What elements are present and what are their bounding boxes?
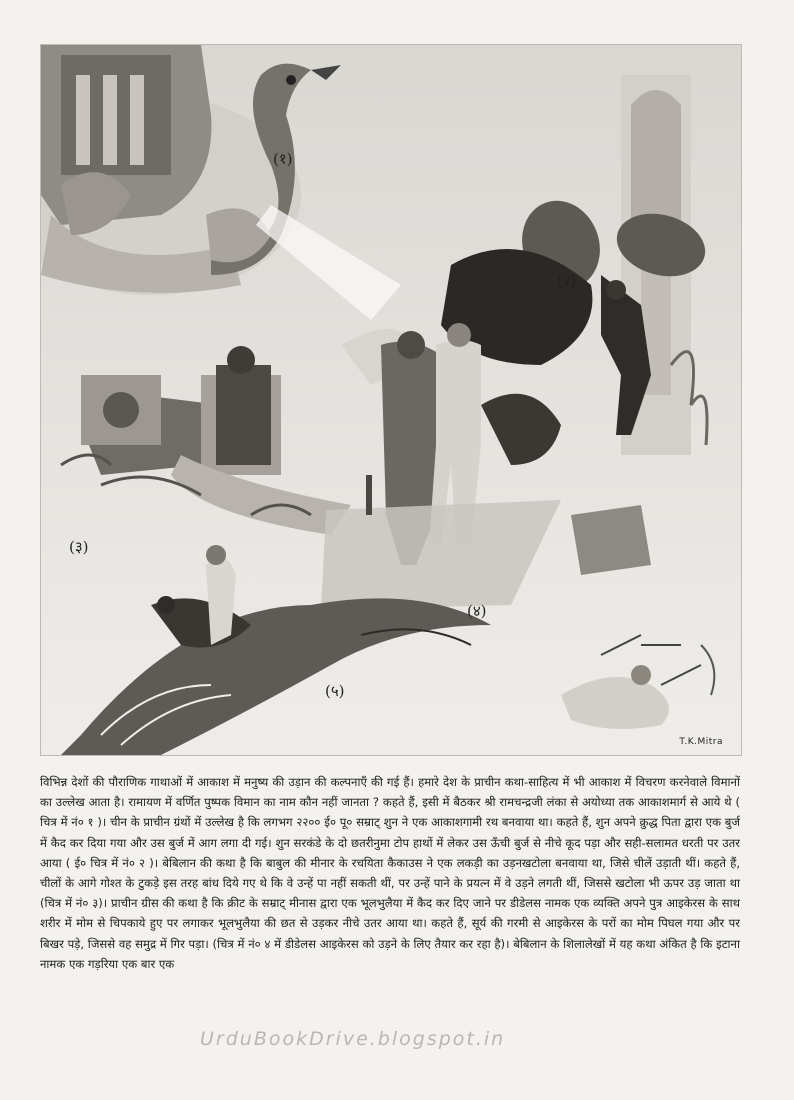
mythic-flight-illustration bbox=[40, 44, 742, 756]
figure-label-4: (४) bbox=[467, 602, 487, 620]
article-body bbox=[40, 772, 740, 974]
illustration-drawing bbox=[41, 45, 741, 755]
figure-label-1: (१) bbox=[273, 150, 293, 168]
artist-signature: T.K.Mitra bbox=[679, 737, 723, 747]
figure-label-5: (५) bbox=[325, 682, 345, 700]
figure-label-3: (३) bbox=[69, 538, 89, 556]
watermark: UrduBookDrive.blogspot.in bbox=[200, 1028, 506, 1050]
figure-label-2: (२) bbox=[557, 272, 577, 290]
article-paragraph: विभिन्न देशों की पौराणिक गाथाओं में आकाश में मनुष्य की उड़ान की कल्पनाएँ की गई हैं। हमारे देश के प्राचीन कथा-साहित्य में भी आकाश में विचरण करनेवाले विमानों का उल्लेख आता है। रामायण में वर्णित पुष्पक विमान का नाम कौन नहीं जानता ? कहते हैं, इसी में बैठकर श्री रामचन्द्रजी लंका से अयोध्या तक आकाशमार्ग से आये थे ( चित्र में नं० १ )। चीन के प्राचीन ग्रंथों में उल्लेख है कि लगभग २२०० ई० पू० सम्राट् शुन ने एक आकाशगामी रथ बनवाया था। कहते हैं, शुन अपने क्रुद्ध पिता द्वारा एक बुर्ज में कैद कर दिया गया और उस बुर्ज में आग लगा दी गई। शुन सरकंडे के दो छतरीनुमा टोप हाथों में लेकर उस ऊँची बुर्ज से नीचे कूद पड़ा और सही-सलामत धरती पर उतर आया ( ई० चित्र में नं० २ )। बेबिलान की कथा है कि बाबुल की मीनार के रचयिता कैकाउस ने एक लकड़ी का उड़नखटोला बनवाया था, जिसे चीलें उड़ाती थीं। कहते हैं, चीलों के आगे गोश्त के टुकड़े इस तरह बांध दिये गए थे कि वे उन्हें पा नहीं सकती थीं, पर उन्हें पाने के प्रयत्न में वे उड़ने लगती थीं, जिससे खटोला भी ऊपर उड़ जाता था (चित्र में नं० ३)। प्राचीन ग्रीस की कथा है कि क्रीट के सम्राट् मीनास द्वारा एक भूलभुलैया में कैद कर दिए जाने पर डीडेलस नामक एक व्यक्ति अपने पुत्र आइकेरस के साथ शरीर में मोम से चिपकाये हुए पर लगाकर भूलभुलैया की छत से उड़कर नीचे उतर आया था। कहते हैं, सूर्य की गरमी से आइकेरस के परों का मोम पिघल गया और पर बिखर पड़े, जिससे वह समुद्र में गिर पड़ा। (चित्र में नं० ४ में डीडेलस आइकेरस को उड़ने के लिए तैयार कर रहा है)। बेबिलान के शिलालेखों में यह कथा अंकित है कि इटाना नामक एक गड़रिया एक बार एक bbox=[40, 775, 740, 971]
